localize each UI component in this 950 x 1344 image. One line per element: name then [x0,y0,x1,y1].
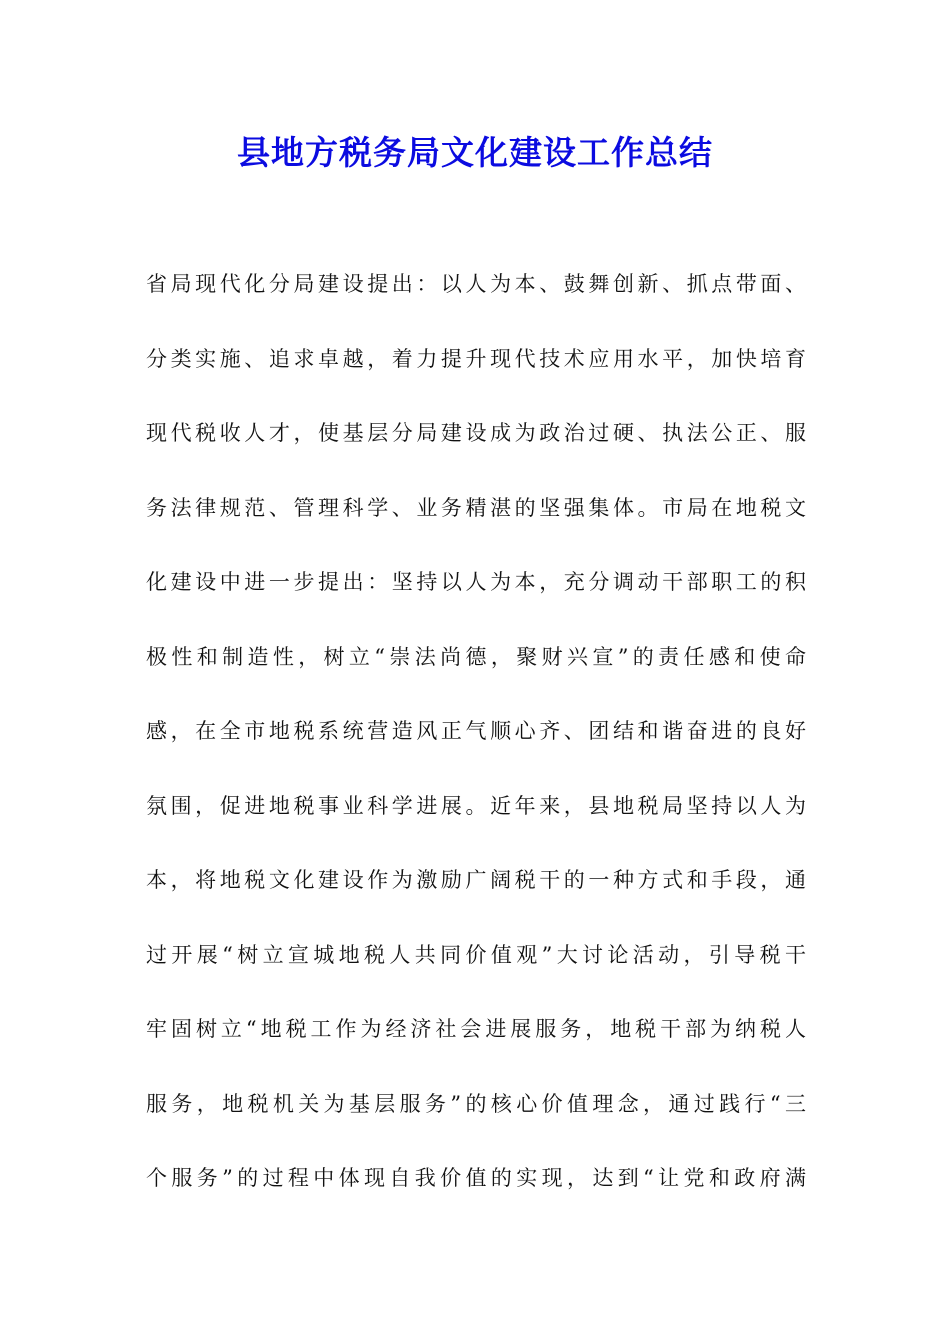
body-line: 分类实施、追求卓越，着力提升现代技术应用水平，加快培育 [146,346,806,371]
body-line: 极性和制造性，树立“崇法尚德，聚财兴宣”的责任感和使命 [146,644,806,669]
body-line: 牢固树立“地税工作为经济社会进展服务，地税干部为纳税人 [146,1017,806,1041]
body-line: 服务，地税机关为基层服务”的核心价值理念，通过践行“三 [146,1091,806,1116]
body-line: 个服务”的过程中体现自我价值的实现，达到“让党和政府满 [146,1166,806,1190]
body-line: 务法律规范、管理科学、业务精湛的坚强集体。市局在地税文 [146,495,806,520]
body-line: 现代税收人才，使基层分局建设成为政治过硬、执法公正、服 [146,421,806,445]
body-line: 本，将地税文化建设作为激励广阔税干的一种方式和手段，通 [146,868,806,892]
document-body [146,262,806,1231]
body-line: 过开展“树立宣城地税人共同价值观”大讨论活动，引导税干 [146,942,806,967]
body-line: 省局现代化分局建设提出：以人为本、鼓舞创新、抓点带面、 [146,272,806,296]
document-title: 县地方税务局文化建设工作总结 [237,133,713,172]
body-line: 感，在全市地税系统营造风正气顺心齐、团结和谐奋进的良好 [146,719,806,743]
body-line: 化建设中进一步提出：坚持以人为本，充分调动干部职工的积 [146,570,806,594]
body-line: 氛围，促进地税事业科学进展。近年来，县地税局坚持以人为 [146,793,806,818]
